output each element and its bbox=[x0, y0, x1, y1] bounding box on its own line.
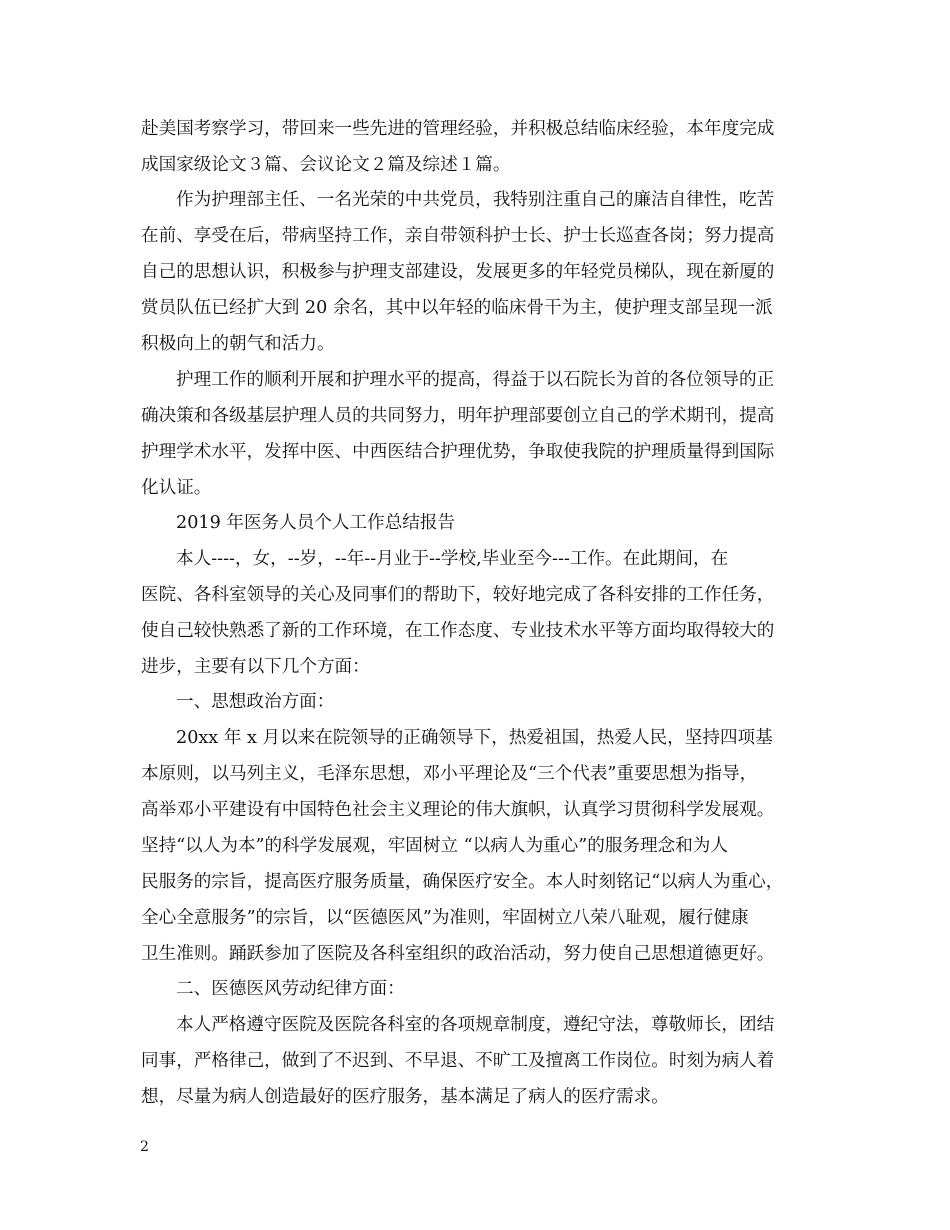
text-line: 卫生准则。踊跃参加了医院及各科室组织的政治活动，努力使自己思想道德更好。 bbox=[141, 944, 775, 964]
text-line: 作为护理部主任、一名光荣的中共党员，我特别注重自己的廉洁自律性，吃苦 bbox=[176, 190, 775, 210]
text-line: 20xx 年 x 月以来在院领导的正确领导下，热爱祖国，热爱人民，坚持四项基 bbox=[176, 728, 773, 748]
text-line: 赴美国考察学习，带回来一些先进的管理经验，并积极总结临床经验，本年度完成 bbox=[141, 119, 775, 139]
text-line: 使自己较快熟悉了新的工作环境，在工作态度、专业技术水平等方面均取得较大的 bbox=[141, 621, 775, 641]
text-line: 本原则，以马列主义，毛泽东思想，邓小平理论及“三个代表”重要思想为指导， bbox=[141, 764, 758, 784]
text-line: 同事，严格律己，做到了不迟到、不早退、不旷工及擅离工作岗位。时刻为病人着 bbox=[141, 1051, 775, 1071]
text-line: 护理学术水平，发挥中医、中西医结合护理优势，争取使我院的护理质量得到国际 bbox=[141, 442, 775, 462]
text-line: 本人严格遵守医院及医院各科室的各项规章制度，遵纪守法，尊敬师长，团结 bbox=[176, 1015, 775, 1035]
text-line: 坚持“以人为本”的科学发展观，牢固树立 “以病人为重心”的服务理念和为人 bbox=[141, 836, 728, 856]
text-line: 自己的思想认识，积极参与护理支部建设，发展更多的年轻党员梯队，现在新厦的 bbox=[141, 262, 775, 282]
section-title: 2019 年医务人员个人工作总结报告 bbox=[176, 513, 456, 533]
text-line: 在前、享受在后，带病坚持工作，亲自带领科护士长、护士长巡查各岗；努力提高 bbox=[141, 226, 775, 246]
text-line: 想，尽量为病人创造最好的医疗服务，基本满足了病人的医疗需求。 bbox=[141, 1087, 669, 1107]
text-line: 本人----，女，--岁，--年--月业于--学校,毕业至今---工作。在此期间，在 bbox=[176, 549, 729, 569]
section-heading: 一、思想政治方面： bbox=[176, 692, 335, 712]
text-line: 高举邓小平建设有中国特色社会主义理论的伟大旗帜，认真学习贯彻科学发展观。 bbox=[141, 800, 775, 820]
text-line: 成国家级论文３篇、会议论文２篇及综述１篇。 bbox=[141, 155, 511, 175]
text-line: 化认证。 bbox=[141, 478, 212, 498]
text-line: 护理工作的顺利开展和护理水平的提高，得益于以石院长为首的各位领导的正 bbox=[176, 370, 775, 390]
text-line: 医院、各科室领导的关心及同事们的帮助下，较好地完成了各科安排的工作任务， bbox=[141, 585, 775, 605]
section-heading: 二、医德医风劳动纪律方面： bbox=[176, 979, 405, 999]
text-line: 确决策和各级基层护理人员的共同努力，明年护理部要创立自己的学术期刊，提高 bbox=[141, 406, 775, 426]
text-line: 进步，主要有以下几个方面： bbox=[141, 657, 370, 677]
text-line: 积极向上的朝气和活力。 bbox=[141, 334, 335, 354]
page-number: 2 bbox=[140, 1139, 149, 1155]
text-line: 民服务的宗旨，提高医疗服务质量，确保医疗安全。本人时刻铭记“以病人为重心， bbox=[141, 872, 784, 892]
text-line: 全心全意服务”的宗旨，以“医德医风”为准则，牢固树立八荣八耻观，履行健康 bbox=[141, 908, 749, 928]
text-line: 赏员队伍已经扩大到 20 余名，其中以年轻的临床骨干为主，使护理支部呈现一派 bbox=[141, 298, 773, 318]
